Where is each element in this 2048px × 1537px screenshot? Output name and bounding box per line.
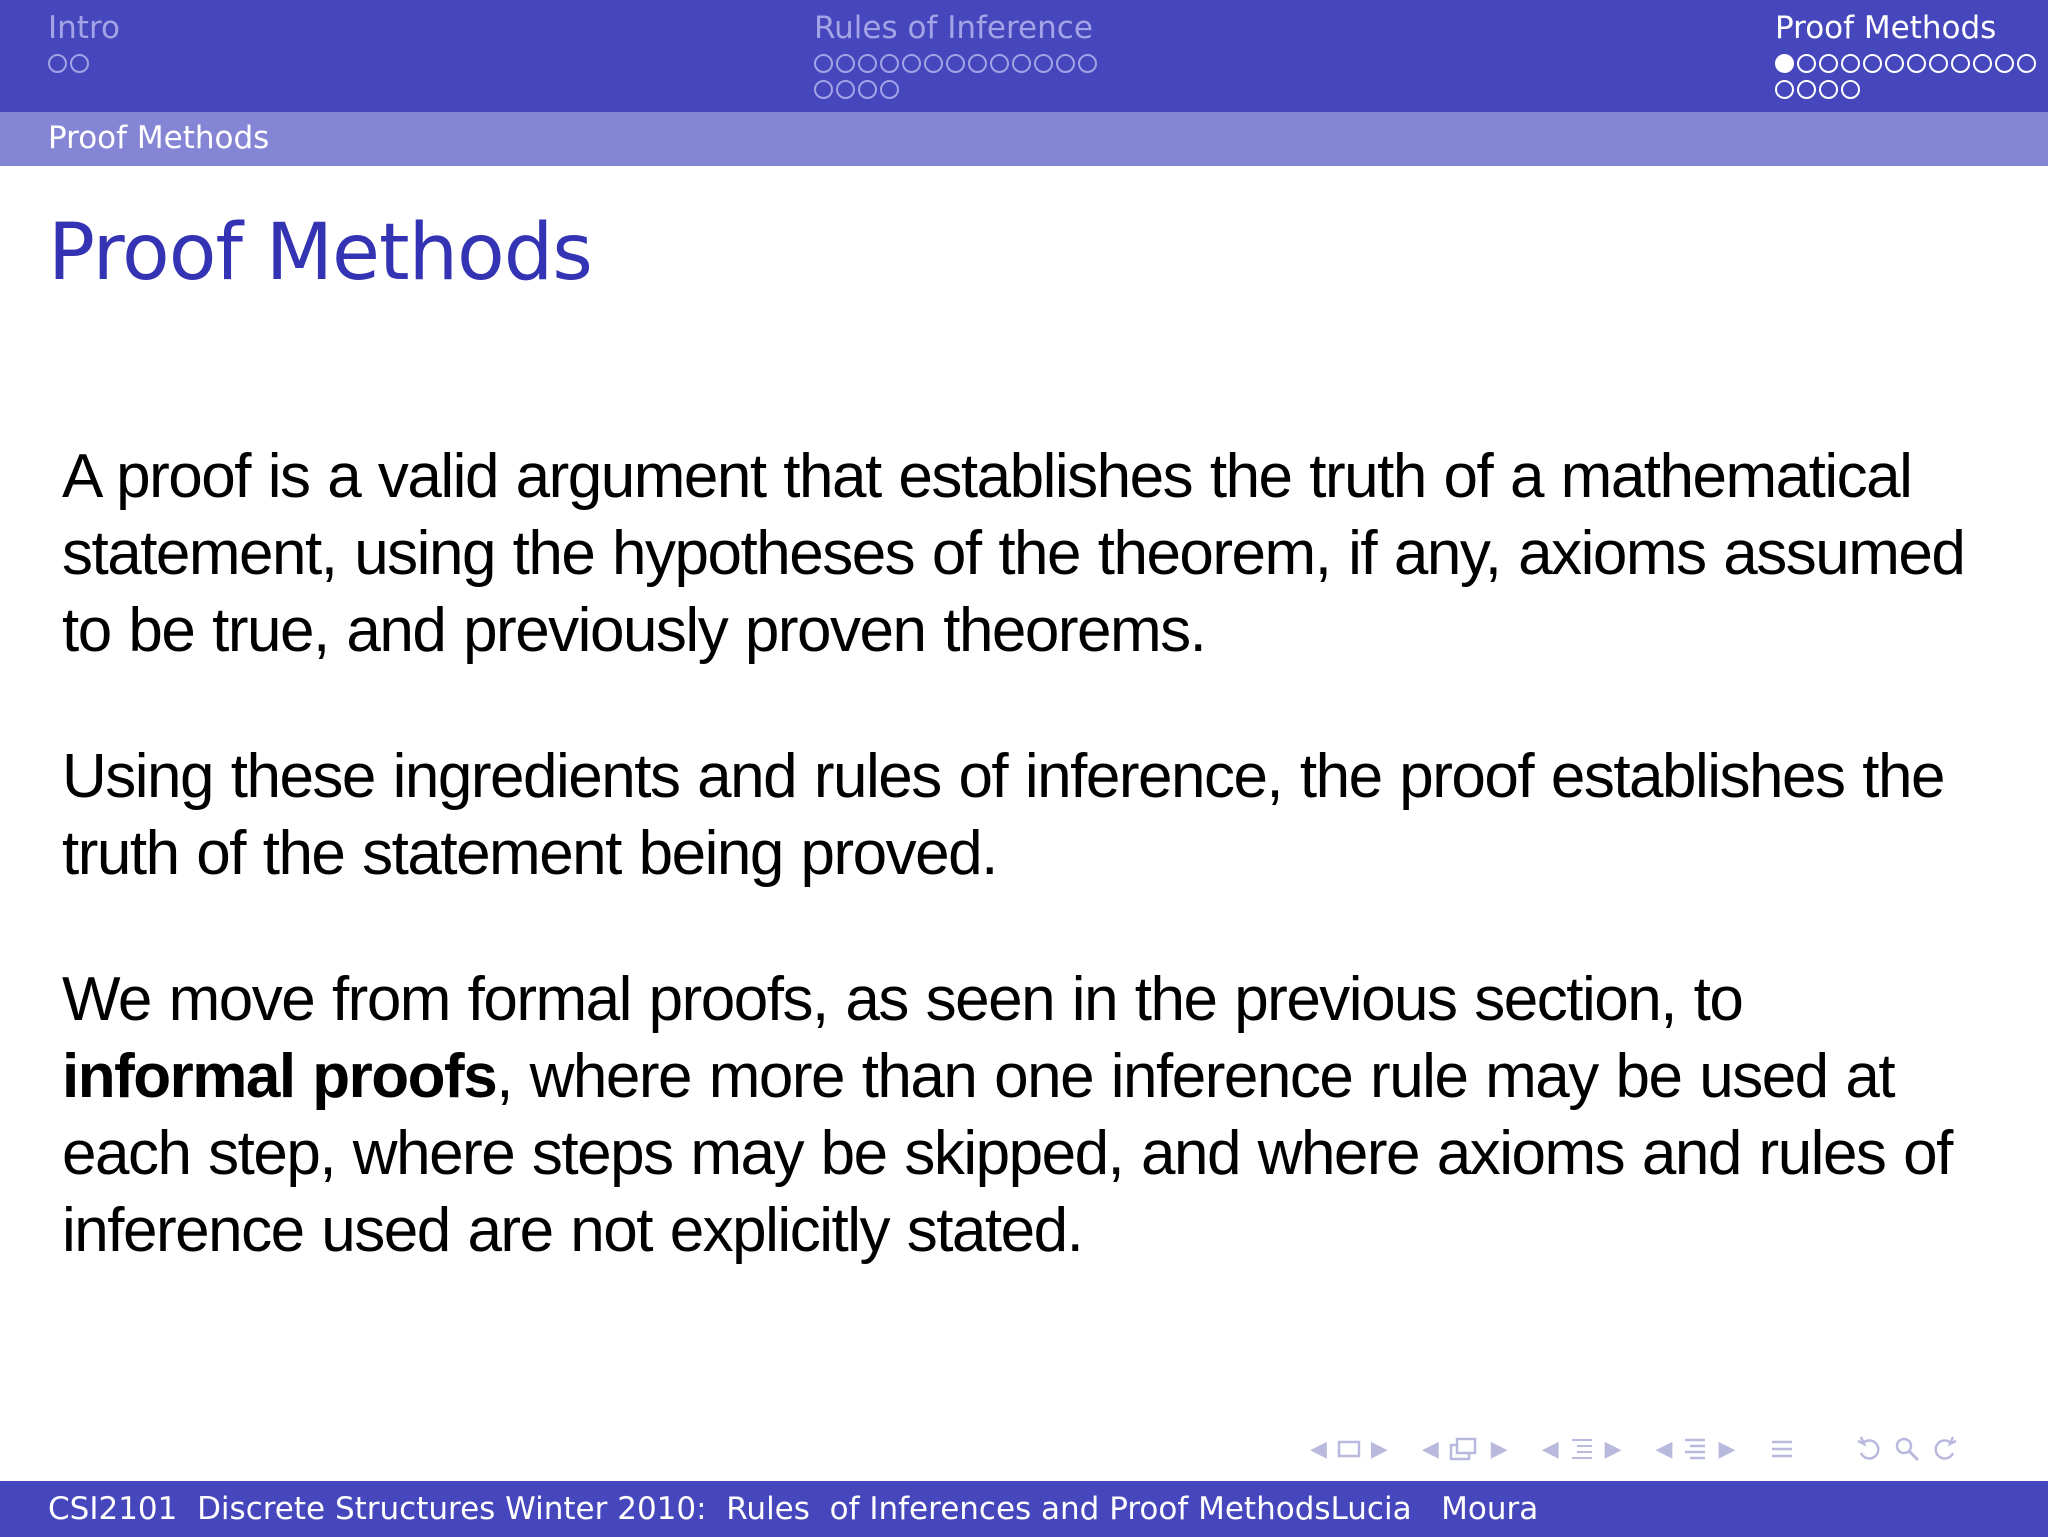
frame-dot[interactable] — [814, 54, 833, 73]
frame-box-icon[interactable] — [1337, 1439, 1361, 1459]
arrow-right-icon[interactable]: ▶ — [1370, 1436, 1388, 1462]
emphasis-informal-proofs: informal proofs — [62, 1042, 497, 1111]
frame-dot[interactable] — [2017, 54, 2036, 73]
frame-dot[interactable] — [1775, 80, 1794, 99]
frame-dot[interactable] — [1973, 54, 1992, 73]
frame-dots-row — [48, 50, 120, 76]
frame-dot[interactable] — [902, 54, 921, 73]
arrow-left-icon[interactable]: ◀ — [1310, 1436, 1327, 1462]
frame-dot[interactable] — [1995, 54, 2014, 73]
frame-dot[interactable] — [1056, 54, 1075, 73]
section-navigation-bar — [0, 0, 2048, 112]
frame-nav-group — [1310, 1437, 1388, 1462]
frame-dot[interactable] — [1034, 54, 1053, 73]
frame-dot[interactable] — [836, 54, 855, 73]
section-icon[interactable] — [1569, 1436, 1595, 1462]
arrow-left-icon[interactable]: ◀ — [1655, 1436, 1673, 1462]
nav-section-label[interactable]: Proof Methods — [1775, 10, 1997, 46]
frame-dot[interactable] — [1951, 54, 1970, 73]
footer-text: CSI2101 Discrete Structures Winter 2010: Rules of Inferences and Proof MethodsLucia Moura — [48, 1491, 1539, 1527]
arrow-left-icon[interactable]: ◀ — [1541, 1436, 1559, 1462]
text-run: , where more than one inference rule may be used at each step, where steps may be skipped, and where axioms and rules of inference used are not explicitly stated. — [62, 1042, 1952, 1265]
frame-dot[interactable] — [1012, 54, 1031, 73]
frame-dot[interactable] — [990, 54, 1009, 73]
frame-dot[interactable] — [836, 80, 855, 99]
paragraph-informal-proofs — [62, 961, 1992, 1269]
nav-section-intro[interactable] — [48, 6, 120, 76]
frame-dots-row — [814, 76, 1097, 102]
current-frame-dot[interactable] — [1775, 54, 1794, 73]
slide-body — [62, 438, 1992, 1338]
nav-section-rules-of-inference[interactable] — [814, 6, 1097, 102]
frame-dot[interactable] — [1885, 54, 1904, 73]
frame-dot[interactable] — [1797, 54, 1816, 73]
arrow-left-icon[interactable]: ◀ — [1421, 1436, 1439, 1462]
frame-dot[interactable] — [814, 80, 833, 99]
beamer-navigation-symbols — [1310, 1432, 1959, 1466]
frame-dots-row — [1775, 50, 2036, 76]
frame-dots-row — [814, 50, 1097, 76]
frame-dot[interactable] — [70, 54, 89, 73]
frame-dots-row — [1775, 76, 2036, 102]
frame-dot[interactable] — [1841, 80, 1860, 99]
frame-dot[interactable] — [880, 54, 899, 73]
frame-dot[interactable] — [1907, 54, 1926, 73]
paragraph-proof-definition: A proof is a valid argument that establishes the truth of a mathematical statement, using the hypotheses of the theorem, if any, axioms assumed to be true, and previously proven theorems. — [62, 442, 1965, 665]
frame-dot[interactable] — [1841, 54, 1860, 73]
subsection-nav-group — [1422, 1436, 1508, 1462]
document-icon[interactable] — [1682, 1436, 1708, 1462]
nav-section-proof-methods[interactable] — [1775, 6, 2036, 102]
frame-dot[interactable] — [946, 54, 965, 73]
frame-dot[interactable] — [48, 54, 67, 73]
paragraph-ingredients: Using these ingredients and rules of inference, the proof establishes the truth of the statement being proved. — [62, 742, 1944, 888]
frame-dot[interactable] — [1819, 80, 1838, 99]
arrow-right-icon[interactable]: ▶ — [1604, 1436, 1622, 1462]
arrow-right-icon[interactable]: ▶ — [1718, 1436, 1736, 1462]
text-run: We move from formal proofs, as seen in the previous section, to — [62, 965, 1743, 1034]
frame-dot[interactable] — [1797, 80, 1816, 99]
align-icon[interactable] — [1769, 1436, 1795, 1462]
subsection-bar — [0, 112, 2048, 166]
frame-dot[interactable] — [858, 80, 877, 99]
frame-dot[interactable] — [858, 54, 877, 73]
document-nav-group — [1656, 1436, 1736, 1462]
frame-dot[interactable] — [880, 80, 899, 99]
nav-section-label[interactable]: Rules of Inference — [814, 10, 1093, 46]
frame-dot[interactable] — [968, 54, 987, 73]
footer-bar — [0, 1481, 2048, 1537]
nav-section-label[interactable]: Intro — [48, 10, 120, 46]
frame-dot[interactable] — [1929, 54, 1948, 73]
arrow-right-icon[interactable]: ▶ — [1490, 1436, 1508, 1462]
subsection-icon[interactable] — [1449, 1436, 1481, 1462]
frame-title: Proof Methods — [48, 208, 592, 298]
redo-icon[interactable] — [1931, 1435, 1959, 1463]
section-nav-group — [1542, 1436, 1622, 1462]
search-icon[interactable] — [1893, 1435, 1921, 1463]
frame-dot[interactable] — [924, 54, 943, 73]
frame-dot[interactable] — [1863, 54, 1882, 73]
search-group — [1855, 1435, 1959, 1463]
frame-dot[interactable] — [1819, 54, 1838, 73]
current-section-label: Proof Methods — [48, 120, 270, 156]
frame-dot[interactable] — [1078, 54, 1097, 73]
undo-icon[interactable] — [1855, 1435, 1883, 1463]
align-group — [1769, 1436, 1795, 1462]
